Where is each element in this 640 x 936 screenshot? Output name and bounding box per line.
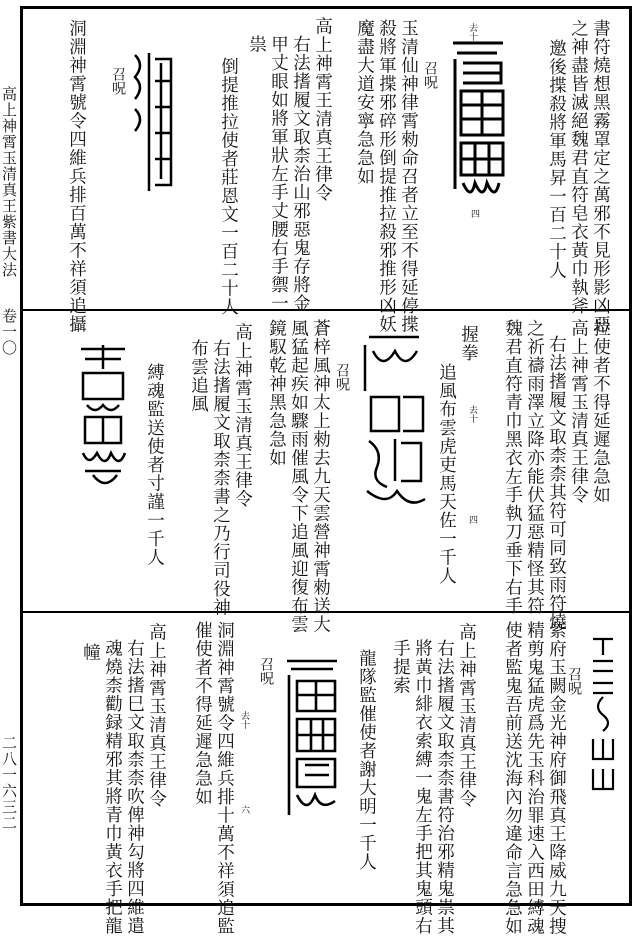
p3-col-6: 將黃巾緋衣索縛一鬼左手把其鬼頭右 [412, 639, 433, 935]
panel-divider-1 [23, 309, 629, 311]
p3-note-b: 六 [239, 805, 249, 814]
p1-col-6: 魔盡大道安寧急急如 [354, 19, 375, 186]
p2-col-1: 拉使者不得延遲急急如 [590, 319, 611, 504]
p3-col-12: 右法搘巳文取柰柰吹俾神勾將四維遣 [124, 639, 145, 935]
p1-col-5: 殺將軍揲邪碎形倒提推拉殺邪推形凶妖 [376, 19, 397, 334]
p2-col-12: 右法搘履文取柰柰書之乃行司役神 [210, 339, 231, 617]
p2-col-14: 縛魂監送使者寸謹一千人 [144, 363, 165, 567]
margin-page-number: 二八一六三二 [0, 735, 18, 831]
p2-col-9: 風猛起疾如驟雨催風令下追風迎復布雲 [288, 319, 309, 634]
p2-col-13: 布雲追風 [188, 339, 209, 413]
p2-col-3: 右法搘履文取柰柰其符可同致雨符燒 [546, 335, 567, 631]
p2-note-a: 去十 [467, 405, 477, 423]
p3-col-4: 高上神霄玉清真王律令 [456, 623, 477, 808]
p1-fragment: 祟 [246, 35, 267, 54]
p1-col-7: 高上神霄王清真王律令 [312, 17, 333, 202]
p1-col-11: 洞淵神霄號令四維兵排百萬不祥須追攝 [66, 19, 87, 334]
p3-col-14: 幢 [80, 643, 101, 662]
p3-col-7: 手提索 [390, 639, 411, 695]
p3-zhou-heading-2: 召呪 [258, 657, 274, 685]
p1-col-4: 玉清仙神律霄勑命召者立至不得延停揲 [398, 19, 419, 334]
p2-col-4: 之祈禱雨澤立降亦能伏猛惡精怪其符 [524, 319, 545, 615]
p3-col-11: 高上神霄玉清真王律令 [146, 623, 167, 808]
p1-col-2: 之神盡皆滅絕魏君直符皂衣黃巾執斧 [568, 19, 589, 315]
p1-col-9: 甲丈眼如將軍狀左手丈腰右手禦一 [268, 35, 289, 313]
page-frame [20, 6, 632, 936]
p2-col-2: 高上神霄玉清真王律令 [568, 319, 589, 504]
p3-note-a: 去十 [239, 711, 249, 729]
p2-note-b: 四 [467, 515, 477, 524]
p2-zhou-heading: 召呪 [334, 363, 350, 391]
talisman-5-icon [589, 635, 617, 795]
p3-col-2: 精剪鬼猛虎爲先玉科治罪速入西田縛魂 [524, 621, 545, 936]
p1-zhou-heading: 召呪 [422, 61, 438, 89]
p3-col-1: 紫府玉闕金光神府御飛真王降威九天捜 [546, 621, 567, 936]
p3-col-9: 洞淵神霄號令四維兵排十萬不祥須追監 [214, 621, 235, 936]
p3-col-8: 龍隊監催使者謝大明一千人 [356, 649, 377, 871]
p3-col-13: 魂燒柰勸録精邪其將青巾黃衣手把龍 [102, 639, 123, 935]
p1-zhou-heading-2: 召呪 [110, 67, 126, 95]
talisman-2-icon [131, 49, 177, 197]
p3-col-3: 使者監鬼吾前送沈海內勿違命言急急如 [502, 621, 523, 936]
p3-col-10: 催使者不得延遲急急如 [192, 621, 213, 806]
talisman-1-icon [447, 39, 509, 209]
talisman-6-icon [281, 655, 343, 825]
p1-note-b: 四 [469, 209, 479, 218]
margin-volume: 卷一〇 [0, 308, 18, 356]
margin-book-title: 高上神霄玉清真王紫書大法 [0, 86, 18, 278]
p1-col-10: 倒提推拉使者莊恩文一百二十人 [218, 57, 239, 316]
p2-col-5: 魏君直符青巾黑衣左手執刀垂下右手 [502, 319, 523, 615]
p1-note-a: 去十 [467, 23, 477, 41]
talisman-4-icon [75, 343, 131, 493]
p1-col-1: 書符燒想黑霧罩定之萬邪不見形影凶惡 [590, 19, 611, 334]
p2-col-7: 追風布雲虎吏馬天佐一千人 [436, 363, 457, 585]
p2-col-6: 握拳 [458, 325, 479, 362]
p2-col-10: 鏡馭乾神黑急急如 [266, 319, 287, 467]
p1-col-8: 右法搘履文取柰治山邪惡鬼存將金 [290, 35, 311, 313]
talisman-3-icon [359, 331, 429, 515]
p2-col-11: 高上神霄玉清真王律令 [232, 323, 253, 508]
p1-col-3: 邀後揲殺將軍馬昇一百二十人 [546, 39, 567, 280]
p3-zhou-heading: 召呪 [566, 667, 582, 695]
p2-col-8: 蒼梓風神太上勑去九天雲營神霄勑送大 [310, 319, 331, 634]
p3-col-5: 右法搘履文取柰柰書符治邪精鬼祟其 [434, 639, 455, 935]
